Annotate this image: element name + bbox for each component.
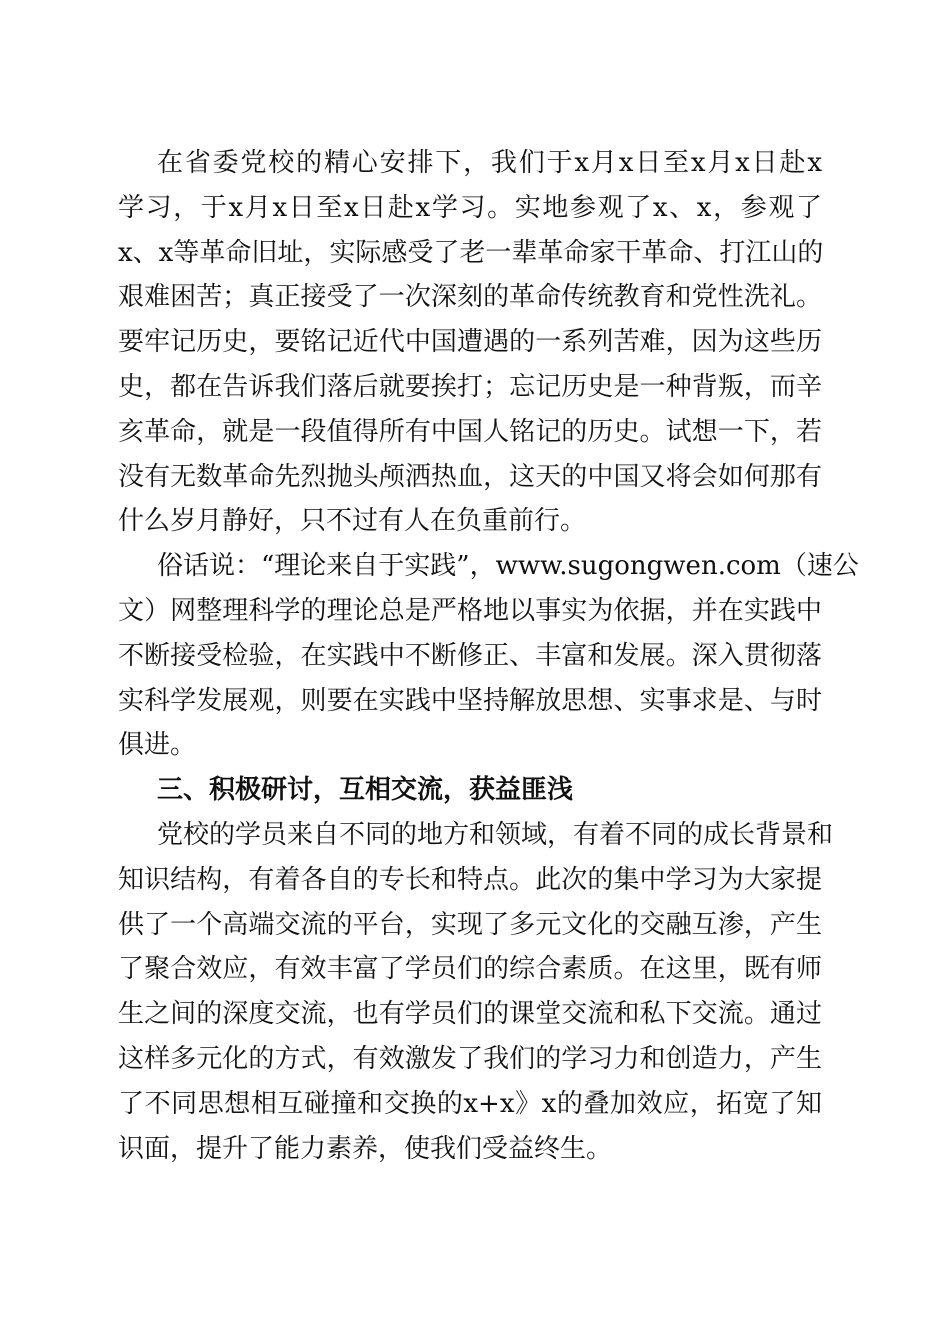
paragraph-2 <box>118 544 859 768</box>
text-line: 了聚合效应，有效丰富了学员们的综合素质。在这里，既有师 <box>118 954 822 985</box>
text-line: 供了一个高端交流的平台，实现了多元文化的交融互渗，产生 <box>118 909 822 940</box>
text-line: 要牢记历史，要铭记近代中国遭遇的一系列苦难，因为这些历 <box>118 327 822 358</box>
text-line: 俱进。 <box>118 730 197 761</box>
text-line: 在省委党校的精心安排下，我们于x月x日至x月x日赴x <box>157 148 822 178</box>
document-page <box>118 141 859 1171</box>
text-line: 了不同思想相互碰撞和交换的x+x》x的叠加效应，拓宽了知 <box>118 1088 822 1119</box>
text-line: 没有无数革命先烈抛头颅洒热血，这天的中国又将会如何那有 <box>118 461 822 492</box>
paragraph-1 <box>118 141 822 544</box>
text-line: x、x等革命旧址，实际感受了老一辈革命家干革命、打江山的 <box>118 237 824 268</box>
text-line: 史，都在告诉我们落后就要挨打；忘记历史是一种背叛，而辛 <box>118 371 822 402</box>
text-line: 俗话说：“理论来自于实践”，www.sugongwen.com（速公 <box>157 551 859 582</box>
section-heading: 三、积极研讨，互相交流，获益匪浅 <box>157 775 574 806</box>
text-line: 党校的学员来自不同的地方和领域，有着不同的成长背景和 <box>157 819 834 850</box>
text-line: 识面，提升了能力素养，使我们受益终生。 <box>118 1133 613 1164</box>
text-line: 亥革命，就是一段值得所有中国人铭记的历史。试想一下，若 <box>118 416 822 447</box>
text-line: 什么岁月静好，只不过有人在负重前行。 <box>118 506 587 537</box>
text-line: 知识结构，有着各自的专长和特点。此次的集中学习为大家提 <box>118 864 822 895</box>
text-line: 实科学发展观，则要在实践中坚持解放思想、实事求是、与时 <box>118 685 822 716</box>
text-line: 生之间的深度交流，也有学员们的课堂交流和私下交流。通过 <box>118 999 822 1030</box>
text-line: 这样多元化的方式，有效激发了我们的学习力和创造力，产生 <box>118 1043 822 1074</box>
paragraph-3 <box>118 813 834 1171</box>
text-line: 文）网整理科学的理论总是严格地以事实为依据，并在实践中 <box>118 595 822 626</box>
text-line: 艰难困苦；真正接受了一次深刻的革命传统教育和党性洗礼。 <box>118 282 822 313</box>
text-line: 不断接受检验，在实践中不断修正、丰富和发展。深入贯彻落 <box>118 640 822 671</box>
text-line: 学习，于x月x日至x日赴x学习。实地参观了x、x，参观了 <box>118 192 822 223</box>
